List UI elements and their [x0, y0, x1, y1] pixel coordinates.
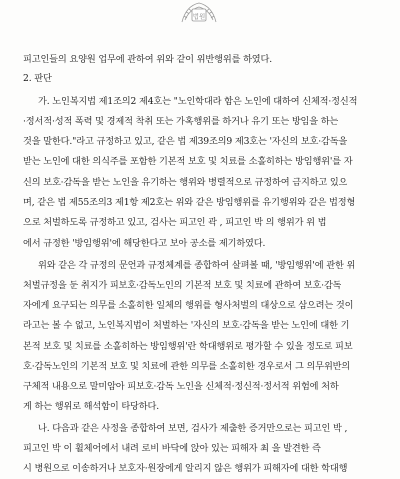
text-line: 것을 말한다."라고 규정하고 있고, 같은 법 제39조의9 제3호는 '자신의 보호·감독을 — [23, 136, 348, 147]
text-line: ·정서적·성적 폭력 및 경제적 착취 또는 가혹행위를 하거나 유기 또는 방임을 하는 — [23, 116, 339, 127]
text-line: 처벌규정을 둔 취지가 피보호·감독노인의 기본적 보호 및 치료에 관하여 보호·감독 — [23, 280, 342, 291]
text-line: 가. 노인복지법 제1조의2 제4호는 "노인학대라 함은 노인에 대하여 신체적·정신적 — [38, 96, 358, 107]
text-line: 본적 보호 및 치료를 소홀히하는 방임행위'란 학대행위로 평가할 수 있을 정도로 피보 — [23, 341, 353, 352]
text-line: 라고는 볼 수 없고, 노인복지법이 처벌하는 '자신의 보호·감독을 받는 노인에 대한 기 — [23, 320, 350, 331]
text-line: 에서 규정한 '방임행위'에 해당한다고 보아 공소를 제기하였다. — [23, 238, 266, 249]
text-line: 호·감독노인의 기본적 보호 및 치료에 관한 의무를 소홀히한 경우로서 그 의무위반의 — [23, 361, 351, 372]
text-line: 으로 처벌하도록 규정하고 있고, 검사는 피고인 곽 , 피고인 박 의 행위가 위 법 — [23, 217, 327, 228]
section-heading: 2. 판단 — [23, 73, 52, 84]
seal-text: 법원 — [192, 12, 206, 21]
text-line: 게 하는 행위로 해석함이 타당하다. — [23, 401, 160, 412]
text-line: 받는 노인에 대한 의식주를 포함한 기본적 보호 및 치료를 소홀히하는 방임행위'를 자 — [23, 156, 353, 167]
text-line: 신의 보호·감독을 받는 노인을 유기하는 행위와 병렬적으로 규정하여 금지하고 있으 — [23, 177, 348, 188]
text-line: 나. 다음과 같은 사정을 종합하여 보면, 검사가 제출한 증거만으로는 피고인 박 , — [38, 423, 348, 434]
text-line: 시 병원으로 이송하거나 보호자·원장에게 알리지 않은 행위가 피해자에 대한 학대행 — [23, 463, 348, 474]
text-line: 구체적 내용으로 말미암아 피보호·감독 노인을 신체적·정신적·정서적 위험에 처하 — [23, 381, 339, 392]
text-line: 위와 같은 각 규정의 문언과 규정체계를 종합하여 살펴볼 때, '방임행위'에 관한 위 — [38, 260, 356, 271]
text-line: 피고인들의 요양원 업무에 관하여 위와 같이 위반행위를 하였다. — [23, 54, 273, 65]
text-line: 며, 같은 법 제55조의3 제1항 제2호는 위와 같은 방임행위를 유기행위와 같은 법정형 — [23, 197, 356, 208]
text-line: 피고인 박 이 휠체어에서 내려 로비 바닥에 앉아 있는 피해자 최 을 발견한 즉 — [23, 443, 321, 454]
text-line: 자에게 요구되는 의무를 소홀히한 일체의 행위를 형사처벌의 대상으로 삼으려는 것이 — [23, 300, 354, 311]
